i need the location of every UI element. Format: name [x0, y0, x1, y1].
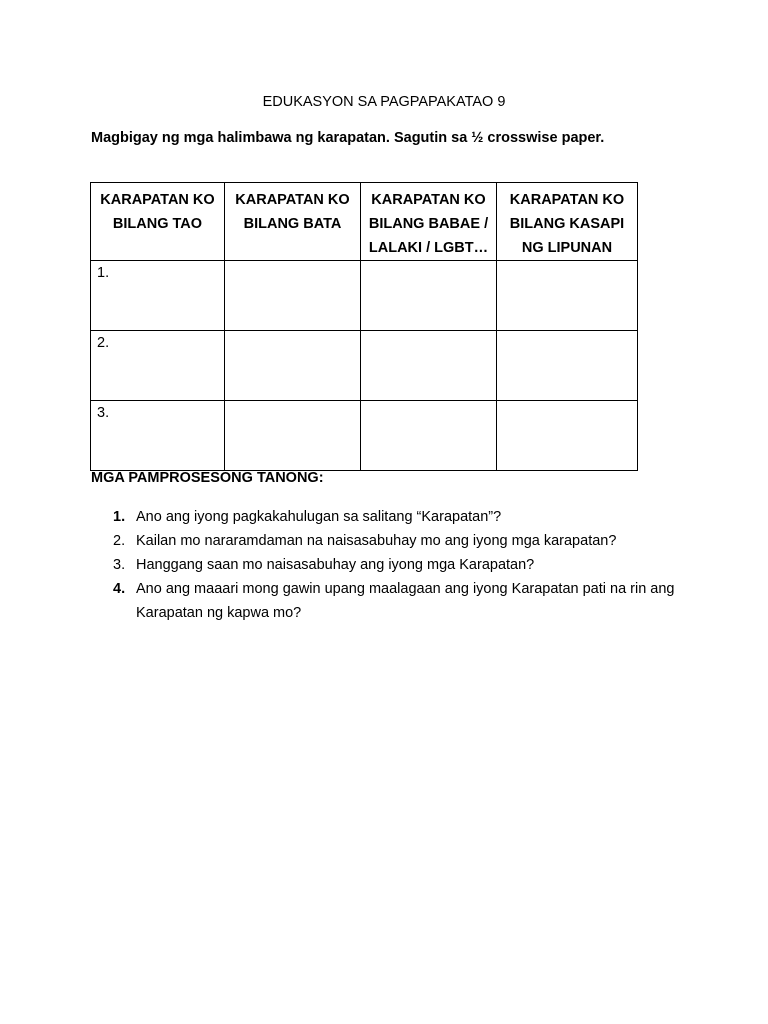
- table-cell: [497, 261, 638, 331]
- header-bilang-babae-lalaki-lgbt: KARAPATAN KO BILANG BABAE / LALAKI / LGBT…: [361, 183, 497, 261]
- table-cell: [361, 401, 497, 471]
- list-item: [91, 577, 691, 625]
- table-row: [91, 261, 638, 331]
- list-item: [91, 505, 691, 529]
- table-header-row: [91, 183, 638, 261]
- list-item: [91, 529, 691, 553]
- questions-list: [91, 505, 691, 625]
- table-cell: 3.: [91, 401, 225, 471]
- header-bilang-bata: KARAPATAN KO BILANG BATA: [225, 183, 361, 261]
- table-cell: 1.: [91, 261, 225, 331]
- table-cell: [497, 401, 638, 471]
- table-cell: [225, 331, 361, 401]
- header-bilang-tao: KARAPATAN KO BILANG TAO: [91, 183, 225, 261]
- table-cell: 2.: [91, 331, 225, 401]
- header-bilang-kasapi-ng-lipunan: KARAPATAN KO BILANG KASAPI NG LIPUNAN: [497, 183, 638, 261]
- question-number: 1.: [113, 509, 126, 525]
- rights-worksheet-table: [90, 182, 638, 471]
- question-number: 3.: [113, 557, 126, 573]
- table-cell: [361, 331, 497, 401]
- table-cell: [225, 261, 361, 331]
- question-text: Hanggang saan mo naisasabuhay ang iyong mga Karapatan?: [136, 557, 535, 573]
- document-title: EDUKASYON SA PAGPAPAKATAO 9: [262, 94, 506, 110]
- question-number: 4.: [113, 581, 126, 597]
- table-row: [91, 401, 638, 471]
- question-text: Ano ang iyong pagkakahulugan sa salitang “Karapatan”?: [136, 509, 502, 525]
- question-number: 2.: [113, 533, 126, 549]
- table-cell: [225, 401, 361, 471]
- instruction-text: Magbigay ng mga halimbawa ng karapatan. Sagutin sa ½ crosswise paper.: [91, 130, 605, 146]
- question-text: Ano ang maaari mong gawin upang maalagaan ang iyong Karapatan pati na rin ang Karapatan ng kapwa mo?: [136, 581, 675, 621]
- list-item: [91, 553, 691, 577]
- table-cell: [497, 331, 638, 401]
- section-heading: MGA PAMPROSESONG TANONG:: [91, 470, 324, 486]
- question-text: Kailan mo nararamdaman na naisasabuhay mo ang iyong mga karapatan?: [136, 533, 617, 549]
- table-row: [91, 331, 638, 401]
- table-cell: [361, 261, 497, 331]
